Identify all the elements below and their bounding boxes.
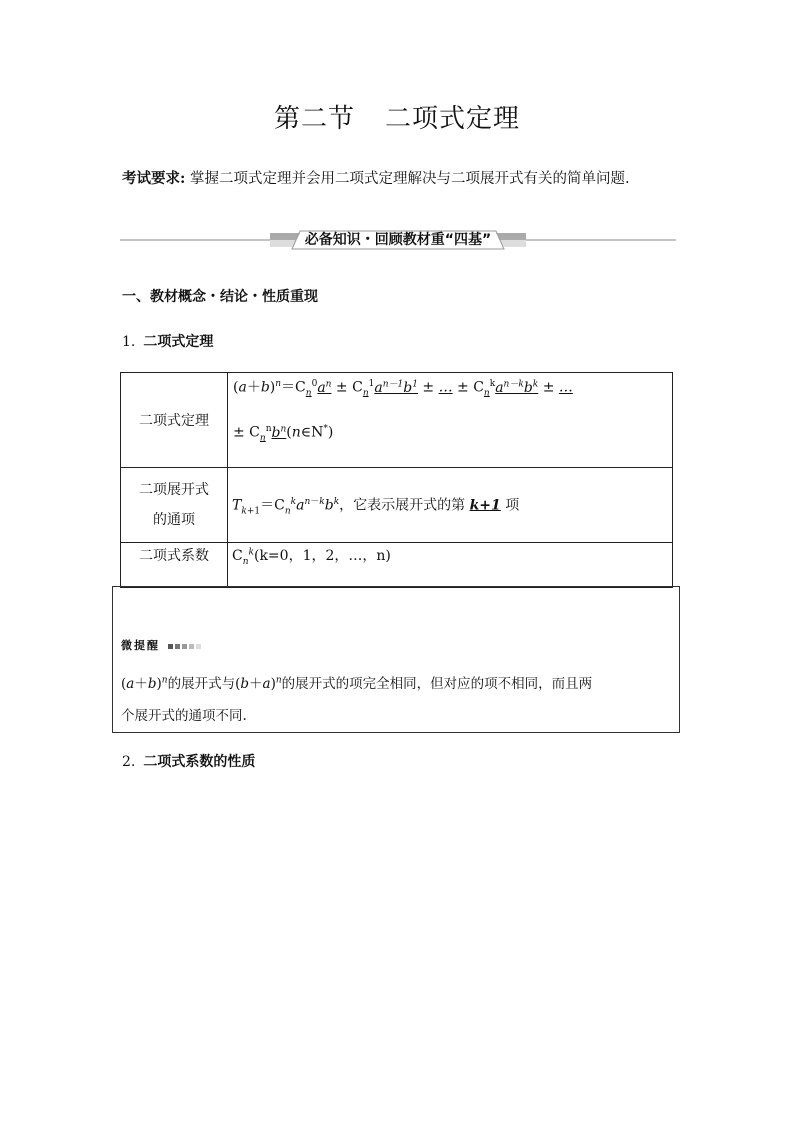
tip-text: 个展开式的通项不同. xyxy=(121,708,247,724)
subheading-1: 1. 二项式定理 xyxy=(122,334,214,350)
general-term-cell: $T_{k+1}=C_n^ka^{n-k}b^k$，它表示展开式的第 k+1 项 xyxy=(228,468,673,543)
tip-box xyxy=(112,586,680,733)
formula-cell: $(a+b)^n=C_n^0a^n \pm C_n^1a^{n-1}b^1$ ± … ± $C_n^ka^{n-k}b^k$ ± … ± $C_n^nb^n(n\in N^*)$ xyxy=(228,373,673,468)
subheading-2: 2. 二项式系数的性质 xyxy=(122,754,256,770)
table-row xyxy=(121,373,673,468)
coefficient-cell: $C_n^k(k=0$，1，2，…，n) xyxy=(228,543,673,588)
table-row xyxy=(121,468,673,543)
banner-text: 必备知识・回顾教材重“四基” xyxy=(304,232,492,248)
row-label: 二项展开式 的通项 xyxy=(121,468,228,543)
exam-requirement: 考试要求: 掌握二项式定理并会用二项式定理解决与二项展开式有关的简单问题. xyxy=(122,170,630,187)
table-row xyxy=(121,543,673,588)
section-banner xyxy=(120,225,676,255)
tip-text: $(a+b)^n$的展开式与$(b+a)^n$的展开式的项完全相同，但对应的项不相同，而且两 xyxy=(121,675,593,692)
tip-title: 微提醒 xyxy=(121,637,201,653)
section-heading: 一、教材概念・结论・性质重现 xyxy=(122,289,318,305)
row-label: 二项式定理 xyxy=(121,373,228,468)
binomial-table xyxy=(120,372,673,588)
page-title: 第二节 二项式定理 xyxy=(273,104,521,134)
row-label: 二项式系数 xyxy=(121,543,228,588)
